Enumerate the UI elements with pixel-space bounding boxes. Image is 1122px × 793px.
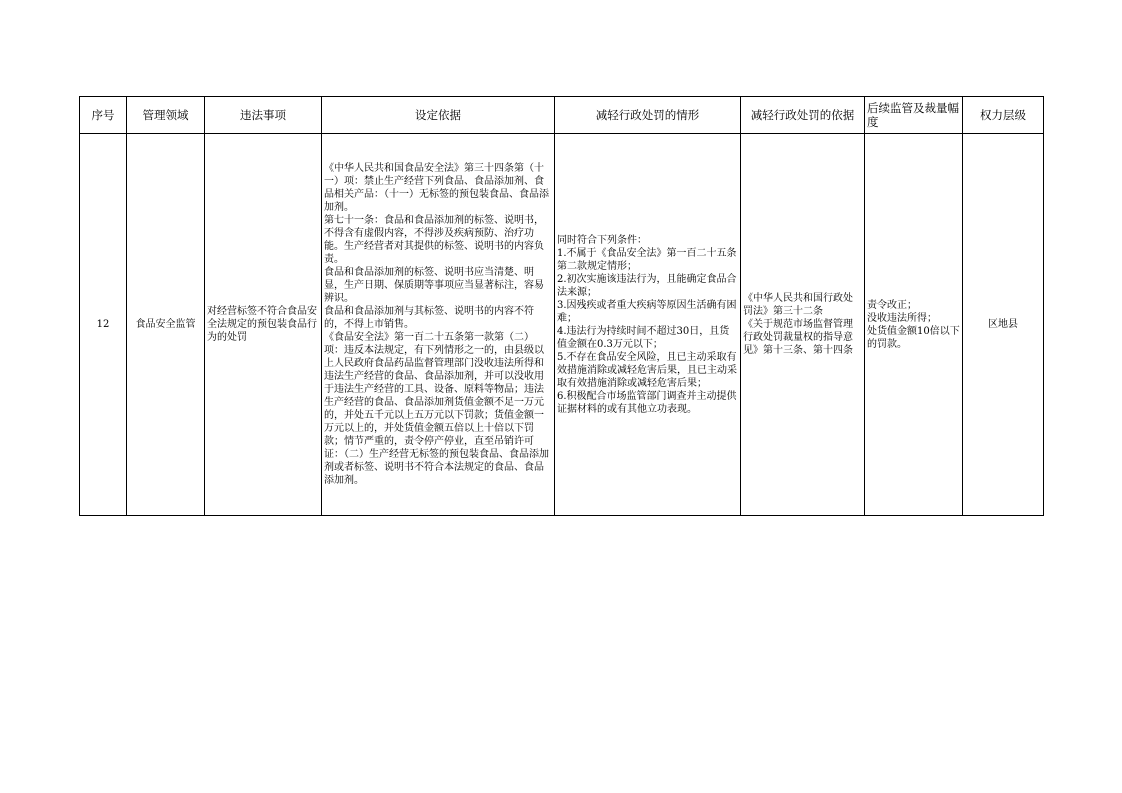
basis-paragraph: 《食品安全法》第一百二十五条第一款第（二）项：违反本法规定，有下列情形之一的，由县级以上人民政府食品药品监督管理部门没收违法所得和违法生产经营的食品、食品添加剂，并可以没收用于违法生产经营的工具、设备、原料等物品；违法生产经营的食品、食品添加剂货值金额不足一万元的，并处五千元以上五万元以下罚款；货值金额一万元以上的，并处货值金额五倍以上十倍以下罚款；情节严重的，责令停产停业，直至吊销许可证：（二）生产经营无标签的预包装食品、食品添加剂或者标签、说明书不符合本法规定的食品、食品添加剂。 <box>324 332 549 486</box>
cell-domain: 食品安全监管 <box>127 134 205 516</box>
cell-mitigation-basis <box>741 134 865 516</box>
cell-followup <box>865 134 963 516</box>
mitigation-item: 3.因残疾或者重大疾病等原因生活确有困难； <box>557 299 737 324</box>
mitigation-item: 5.不存在食品安全风险，且已主动采取有效措施消除或减轻危害后果，且已主动采取有效措施消除或减轻危害后果； <box>557 351 737 389</box>
basis-paragraph: 食品和食品添加剂与其标签、说明书的内容不符的，不得上市销售。 <box>324 306 534 330</box>
header-mitigation: 减轻行政处罚的情形 <box>555 97 741 134</box>
mitigation-basis-item: 《中华人民共和国行政处罚法》第三十二条 <box>743 293 853 317</box>
mitigation-item: 2.初次实施该违法行为，且能确定食品合法来源； <box>557 273 737 298</box>
cell-mitigation <box>555 134 741 516</box>
header-mitigation-basis: 减轻行政处罚的依据 <box>741 97 865 134</box>
followup-item: 责令改正； <box>867 299 917 311</box>
mitigation-item: 1.不属于《食品安全法》第一百二十五条第二款规定情形； <box>557 247 737 272</box>
mitigation-item: 同时符合下列条件： <box>557 234 647 246</box>
followup-item: 没收违法所得； <box>867 312 937 324</box>
cell-level: 区地县 <box>963 134 1044 516</box>
cell-basis <box>322 134 555 516</box>
basis-paragraph: 第七十一条：食品和食品添加剂的标签、说明书，不得含有虚假内容，不得涉及疾病预防、治疗功能。生产经营者对其提供的标签、说明书的内容负责。 <box>324 215 544 265</box>
header-seq: 序号 <box>80 97 127 134</box>
mitigation-item: 6.积极配合市场监管部门调查并主动提供证据材料的或有其他立功表现。 <box>557 390 737 415</box>
followup-item: 处货值金额10倍以下的罚款。 <box>867 325 960 350</box>
penalty-table <box>79 96 1044 516</box>
header-basis: 设定依据 <box>322 97 555 134</box>
header-level: 权力层级 <box>963 97 1044 134</box>
header-row <box>80 97 1044 134</box>
header-matter: 违法事项 <box>205 97 322 134</box>
basis-paragraph: 《中华人民共和国食品安全法》第三十四条第（十一）项：禁止生产经营下列食品、食品添加剂、食品相关产品：（十一）无标签的预包装食品、食品添加剂。 <box>324 163 549 213</box>
header-followup: 后续监管及裁量幅度 <box>865 97 963 134</box>
header-domain: 管理领域 <box>127 97 205 134</box>
mitigation-basis-item: 《关于规范市场监督管理行政处罚裁量权的指导意见》第十三条、第十四条 <box>743 319 853 356</box>
cell-matter: 对经营标签不符合食品安全法规定的预包装食品行为的处罚 <box>205 134 322 516</box>
table-row <box>80 134 1044 516</box>
cell-seq: 12 <box>80 134 127 516</box>
basis-paragraph: 食品和食品添加剂的标签、说明书应当清楚、明显，生产日期、保质期等事项应当显著标注，容易辨识。 <box>324 267 544 304</box>
mitigation-item: 4.违法行为持续时间不超过30日，且货值金额在0.3万元以下； <box>557 325 730 350</box>
